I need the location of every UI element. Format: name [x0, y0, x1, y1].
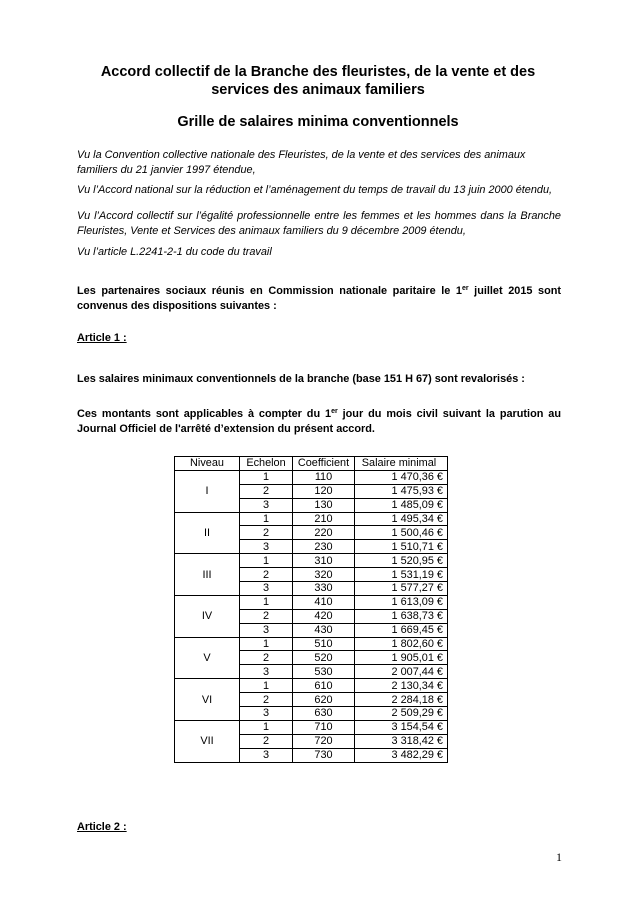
table-row [175, 470, 448, 484]
cell-niveau: V [175, 637, 240, 679]
cell-salaire: 1 495,34 € [355, 512, 448, 526]
cell-salaire: 1 510,71 € [355, 540, 448, 554]
cell-niveau: II [175, 512, 240, 554]
cell-salaire: 3 154,54 € [355, 720, 448, 734]
cell-echelon: 2 [240, 568, 293, 582]
cell-niveau: III [175, 554, 240, 596]
cell-echelon: 2 [240, 484, 293, 498]
cell-echelon: 3 [240, 748, 293, 762]
cell-echelon: 3 [240, 582, 293, 596]
cell-salaire: 1 905,01 € [355, 651, 448, 665]
cell-salaire: 1 485,09 € [355, 498, 448, 512]
applicable-text-start: Ces montants sont applicables à compter du 1 [77, 408, 332, 420]
applicable-sup: er [331, 408, 338, 415]
cell-coefficient: 110 [293, 470, 355, 484]
cell-salaire: 1 520,95 € [355, 554, 448, 568]
cell-coefficient: 130 [293, 498, 355, 512]
cell-salaire: 1 613,09 € [355, 595, 448, 609]
article-2-heading: Article 2 : [77, 821, 127, 833]
header-echelon: Echelon [240, 457, 293, 471]
cell-coefficient: 630 [293, 707, 355, 721]
cell-coefficient: 410 [293, 595, 355, 609]
partners-text-end: juillet 2015 sont convenus des dispositions suivantes : [77, 285, 561, 312]
partners-sup: er [461, 285, 469, 292]
table-row [175, 637, 448, 651]
cell-echelon: 1 [240, 720, 293, 734]
revalorisation-paragraph: Les salaires minimaux conventionnels de la branche (base 151 H 67) sont revalorisés : [77, 373, 525, 385]
cell-salaire: 1 500,46 € [355, 526, 448, 540]
salary-grid-table [174, 456, 448, 763]
cell-salaire: 1 669,45 € [355, 623, 448, 637]
cell-echelon: 1 [240, 554, 293, 568]
cell-echelon: 1 [240, 512, 293, 526]
cell-echelon: 1 [240, 595, 293, 609]
cell-niveau: VI [175, 679, 240, 721]
cell-coefficient: 420 [293, 609, 355, 623]
cell-coefficient: 520 [293, 651, 355, 665]
cell-echelon: 2 [240, 651, 293, 665]
partners-text-start: Les partenaires sociaux réunis en Commission nationale paritaire le 1 [77, 285, 462, 297]
cell-echelon: 3 [240, 540, 293, 554]
cell-salaire: 2 007,44 € [355, 665, 448, 679]
cell-echelon: 1 [240, 679, 293, 693]
cell-salaire: 2 509,29 € [355, 707, 448, 721]
cell-coefficient: 320 [293, 568, 355, 582]
cell-coefficient: 730 [293, 748, 355, 762]
header-salaire: Salaire minimal [355, 457, 448, 471]
cell-salaire: 3 482,29 € [355, 748, 448, 762]
header-coefficient: Coefficient [293, 457, 355, 471]
cell-salaire: 1 531,19 € [355, 568, 448, 582]
page-number: 1 [556, 850, 562, 864]
table-row [175, 595, 448, 609]
table-row [175, 720, 448, 734]
cell-echelon: 3 [240, 623, 293, 637]
cell-salaire: 1 802,60 € [355, 637, 448, 651]
table-row [175, 554, 448, 568]
cell-coefficient: 210 [293, 512, 355, 526]
cell-coefficient: 610 [293, 679, 355, 693]
cell-salaire: 1 470,36 € [355, 470, 448, 484]
applicable-paragraph [77, 407, 561, 436]
cell-echelon: 2 [240, 526, 293, 540]
cell-niveau: VII [175, 720, 240, 762]
cell-coefficient: 530 [293, 665, 355, 679]
header-niveau: Niveau [175, 457, 240, 471]
cell-coefficient: 230 [293, 540, 355, 554]
cell-coefficient: 430 [293, 623, 355, 637]
cell-echelon: 3 [240, 665, 293, 679]
table-body [175, 470, 448, 762]
visa-convention: Vu la Convention collective nationale des Fleuristes, de la vente et des services des animaux familiers du 21 janvier 1997 étendue, [77, 149, 526, 176]
document-subtitle: Grille de salaires minima conventionnels [177, 114, 459, 130]
cell-echelon: 2 [240, 693, 293, 707]
cell-coefficient: 120 [293, 484, 355, 498]
cell-niveau: I [175, 470, 240, 512]
article-1-heading: Article 1 : [77, 332, 127, 344]
document-title: Accord collectif de la Branche des fleuristes, de la vente et des services des animaux familiers [100, 64, 536, 98]
cell-niveau: IV [175, 595, 240, 637]
cell-echelon: 2 [240, 609, 293, 623]
cell-coefficient: 620 [293, 693, 355, 707]
cell-coefficient: 310 [293, 554, 355, 568]
visa-accord-egalite: Vu l’Accord collectif sur l’égalité professionnelle entre les femmes et les hommes dans la Branche Fleuristes, Vente et Services des animaux familiers du 9 décembre 2009 étendu, [77, 210, 561, 237]
cell-salaire: 3 318,42 € [355, 734, 448, 748]
table-row [175, 512, 448, 526]
cell-salaire: 1 475,93 € [355, 484, 448, 498]
cell-coefficient: 510 [293, 637, 355, 651]
table-row [175, 679, 448, 693]
applicable-text-end: jour du mois civil suivant la parution au Journal Officiel de l'arrêté d’extension du présent accord. [77, 408, 561, 435]
cell-echelon: 2 [240, 734, 293, 748]
cell-echelon: 1 [240, 637, 293, 651]
cell-echelon: 1 [240, 470, 293, 484]
cell-coefficient: 330 [293, 582, 355, 596]
cell-salaire: 1 577,27 € [355, 582, 448, 596]
visa-accord-rtt: Vu l’Accord national sur la réduction et l’aménagement du temps de travail du 13 juin 2000 étendu, [77, 184, 553, 196]
cell-salaire: 2 284,18 € [355, 693, 448, 707]
cell-echelon: 3 [240, 498, 293, 512]
partners-paragraph [77, 284, 561, 313]
cell-salaire: 1 638,73 € [355, 609, 448, 623]
cell-salaire: 2 130,34 € [355, 679, 448, 693]
cell-coefficient: 710 [293, 720, 355, 734]
visa-article-code-travail: Vu l’article L.2241-2-1 du code du travail [77, 246, 272, 258]
table-header-row [175, 457, 448, 471]
cell-coefficient: 720 [293, 734, 355, 748]
cell-coefficient: 220 [293, 526, 355, 540]
cell-echelon: 3 [240, 707, 293, 721]
